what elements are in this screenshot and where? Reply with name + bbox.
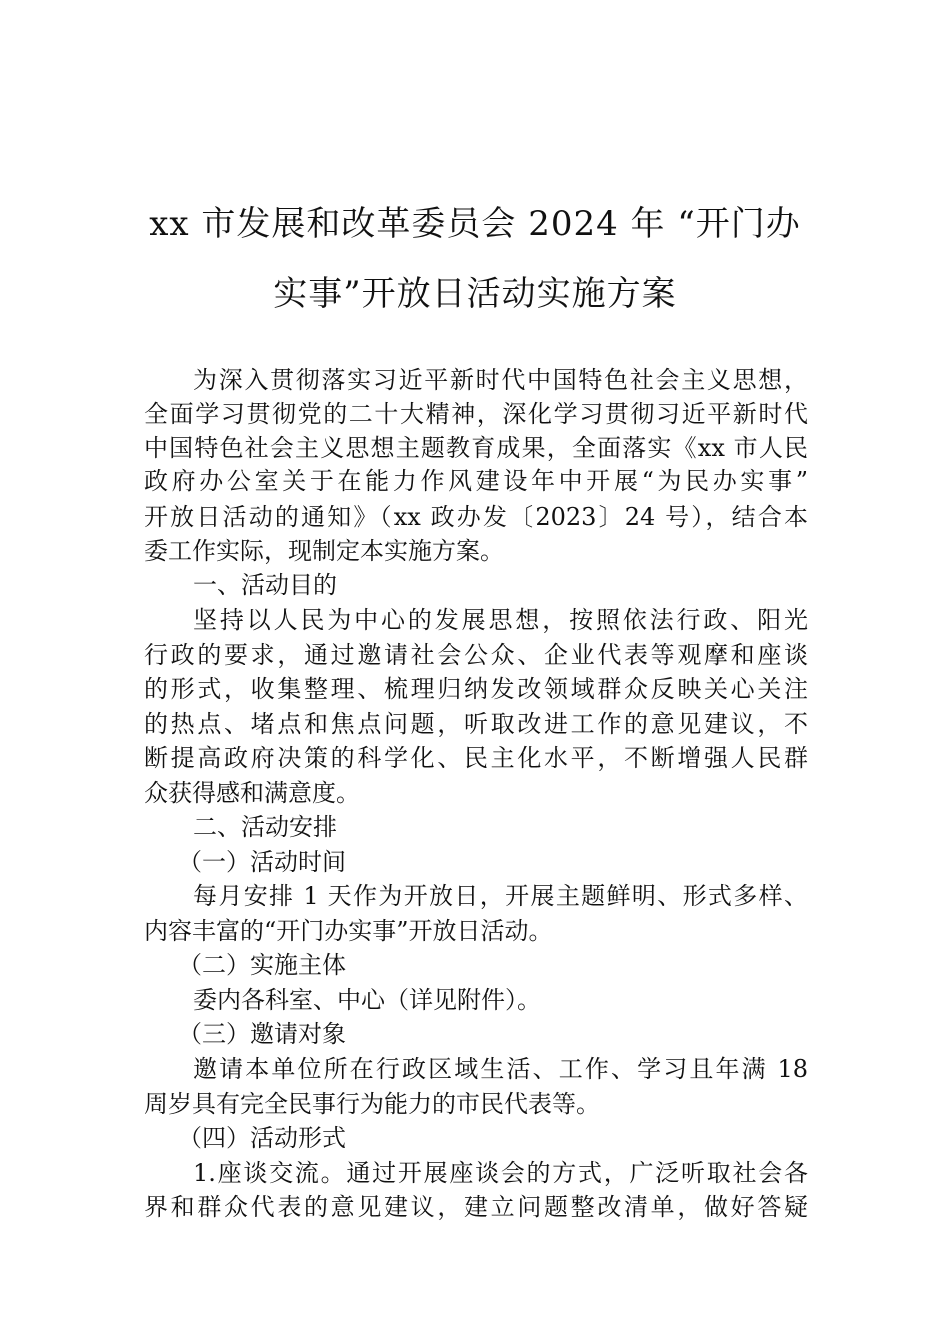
paragraph-line: 的热点、堵点和焦点问题，听取改进工作的意见建议，不 bbox=[144, 710, 808, 738]
subsection-heading: （三）邀请对象 bbox=[178, 1020, 346, 1048]
subsection-heading: （一）活动时间 bbox=[178, 848, 346, 876]
paragraph-line: 委工作实际，现制定本实施方案。 bbox=[144, 537, 504, 565]
paragraph-line: 众获得感和满意度。 bbox=[144, 779, 360, 807]
paragraph-line: 每月安排 1 天作为开放日，开展主题鲜明、形式多样、 bbox=[193, 882, 808, 910]
document-title-line-1: xx 市发展和改革委员会 2024 年 “开门办 bbox=[149, 204, 801, 244]
paragraph-line: 坚持以人民为中心的发展思想，按照依法行政、阳光 bbox=[193, 606, 808, 634]
subsection-heading: （四）活动形式 bbox=[178, 1124, 346, 1152]
paragraph-line: 委内各科室、中心（详见附件）。 bbox=[193, 986, 541, 1014]
paragraph-line: 开放日活动的通知》（xx 政办发〔2023〕24 号），结合本 bbox=[144, 503, 808, 531]
paragraph-line: 内容丰富的“开门办实事”开放日活动。 bbox=[144, 917, 553, 945]
paragraph-line: 断提高政府决策的科学化、民主化水平，不断增强人民群 bbox=[144, 744, 808, 772]
paragraph-line: 为深入贯彻落实习近平新时代中国特色社会主义思想， bbox=[193, 366, 808, 394]
document-title-line-2: 实事”开放日活动实施方案 bbox=[273, 274, 677, 314]
section-heading: 二、活动安排 bbox=[193, 813, 337, 841]
paragraph-line: 中国特色社会主义思想主题教育成果，全面落实《xx 市人民 bbox=[144, 434, 808, 462]
paragraph-line: 行政的要求，通过邀请社会公众、企业代表等观摩和座谈 bbox=[144, 641, 808, 669]
subsection-heading: （二）实施主体 bbox=[178, 951, 346, 979]
paragraph-line: 的形式，收集整理、梳理归纳发改领域群众反映关心关注 bbox=[144, 675, 808, 703]
paragraph-line: 全面学习贯彻党的二十大精神，深化学习贯彻习近平新时代 bbox=[144, 400, 808, 428]
paragraph-line: 界和群众代表的意见建议，建立问题整改清单，做好答疑 bbox=[144, 1193, 808, 1221]
paragraph-line: 邀请本单位所在行政区域生活、工作、学习且年满 18 bbox=[193, 1055, 808, 1083]
paragraph-line: 政府办公室关于在能力作风建设年中开展“为民办实事” bbox=[144, 467, 808, 495]
section-heading: 一、活动目的 bbox=[193, 571, 337, 599]
paragraph-line: 1.座谈交流。通过开展座谈会的方式，广泛听取社会各 bbox=[193, 1159, 808, 1187]
paragraph-line: 周岁具有完全民事行为能力的市民代表等。 bbox=[144, 1090, 600, 1118]
